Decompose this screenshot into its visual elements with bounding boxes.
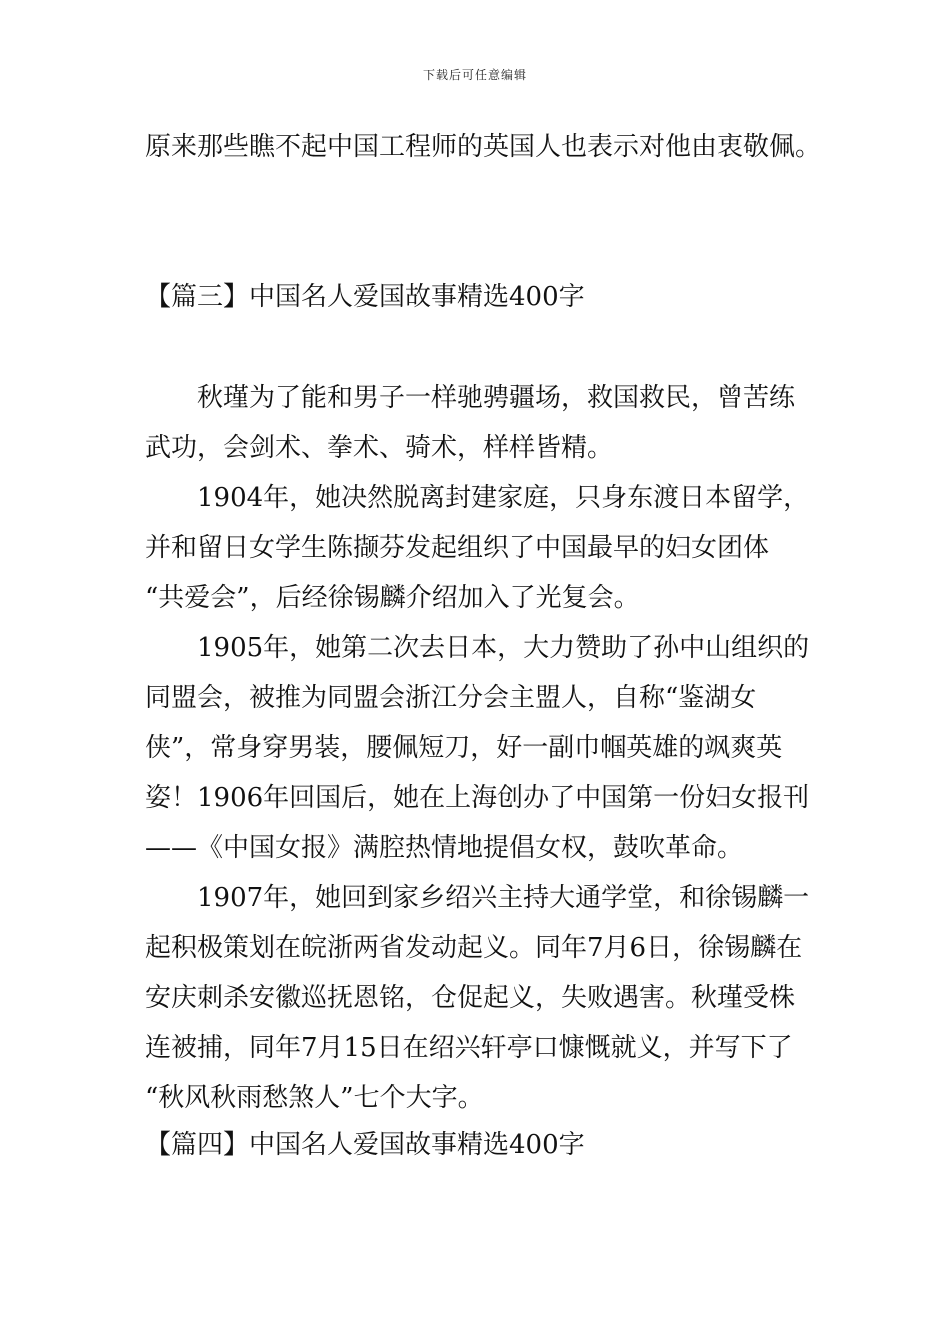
text-line: 姿！1906年回国后，她在上海创办了中国第一份妇女报刊 (145, 783, 810, 813)
text-line: 原来那些瞧不起中国工程师的英国人也表示对他由衷敬佩。 (145, 132, 822, 162)
section-heading: 【篇四】中国名人爱国故事精选400字 (145, 1130, 585, 1160)
text-line: 1905年，她第二次去日本，大力赞助了孙中山组织的 (197, 633, 810, 663)
text-line: 起积极策划在皖浙两省发动起义。同年7月6日，徐锡麟在 (145, 933, 803, 963)
text-line: 侠”，常身穿男装，腰佩短刀，好一副巾帼英雄的飒爽英 (145, 733, 783, 763)
text-line: 安庆刺杀安徽巡抚恩铭，仓促起义，失败遇害。秋瑾受株 (145, 983, 796, 1013)
text-line: 连被捕，同年7月15日在绍兴轩亭口慷慨就义，并写下了 (145, 1033, 793, 1063)
section-heading: 【篇三】中国名人爱国故事精选400字 (145, 282, 585, 312)
text-line: 武功，会剑术、拳术、骑术，样样皆精。 (145, 433, 614, 463)
text-line: ——《中国女报》满腔热情地提倡女权，鼓吹革命。 (145, 833, 744, 863)
text-line: 1904年，她决然脱离封建家庭，只身东渡日本留学， (197, 483, 810, 513)
header-note: 下载后可任意编辑 (422, 68, 527, 82)
text-line: 1907年，她回到家乡绍兴主持大通学堂，和徐锡麟一 (197, 883, 810, 913)
text-line: 并和留日女学生陈撷芬发起组织了中国最早的妇女团体 (145, 533, 770, 563)
text-line: “秋风秋雨愁煞人”七个大字。 (145, 1083, 484, 1113)
text-line: 同盟会，被推为同盟会浙江分会主盟人，自称“鉴湖女 (145, 683, 757, 713)
text-line: “共爱会”，后经徐锡麟介绍加入了光复会。 (145, 583, 640, 613)
text-line: 秋瑾为了能和男子一样驰骋疆场，救国救民，曾苦练 (197, 383, 796, 413)
